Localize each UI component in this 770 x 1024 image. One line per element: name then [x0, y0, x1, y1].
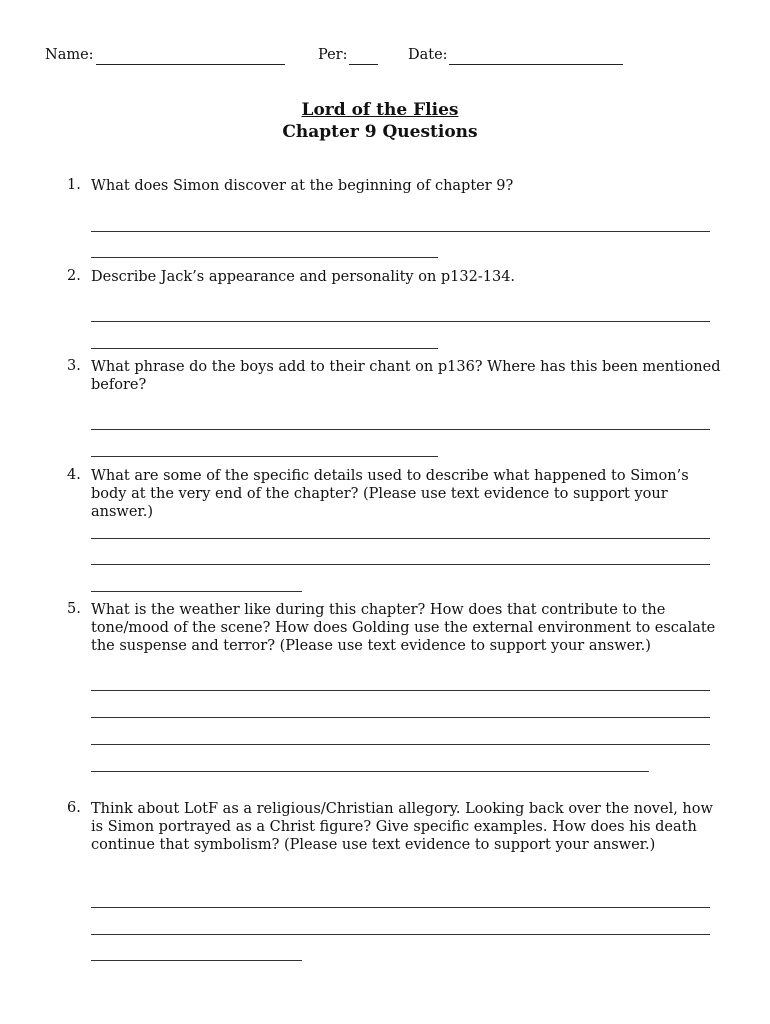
name-label: Name: [45, 47, 94, 63]
name-blank[interactable] [96, 64, 285, 65]
answer-line[interactable] [91, 257, 438, 258]
answer-line[interactable] [91, 771, 649, 772]
question-text: Think about LotF as a religious/Christian allegory. Looking back over the novel, how is Simon portrayed as a Christ figure? Give specific examples. How does his death continue that symbolism? (Please use text evidence to support your answer.) [91, 801, 713, 854]
answer-line[interactable] [91, 934, 710, 935]
answer-line[interactable] [91, 321, 710, 322]
per-blank[interactable] [349, 64, 378, 65]
answer-line[interactable] [91, 429, 710, 430]
answer-line[interactable] [91, 907, 710, 908]
answer-line[interactable] [91, 690, 710, 691]
answer-line[interactable] [91, 960, 302, 961]
chapter-title: Chapter 9 Questions [282, 122, 478, 142]
answer-line[interactable] [91, 564, 710, 565]
answer-line[interactable] [91, 717, 710, 718]
question-number: 2. [67, 268, 81, 284]
question-text: What does Simon discover at the beginning of chapter 9? [91, 178, 514, 194]
answer-line[interactable] [91, 538, 710, 539]
answer-line[interactable] [91, 591, 302, 592]
question-number: 4. [67, 467, 81, 483]
question-number: 3. [67, 358, 81, 374]
question-text: What is the weather like during this chapter? How does that contribute to the tone/mood of the scene? How does Golding use the external environment to escalate the suspense and terror? (Please use text evidence to support your answer.) [91, 602, 716, 655]
book-title: Lord of the Flies [301, 100, 459, 120]
answer-line[interactable] [91, 231, 710, 232]
date-blank[interactable] [449, 64, 623, 65]
question-number: 6. [67, 800, 81, 816]
question-text: What phrase do the boys add to their chant on p136? Where has this been mentioned before? [91, 359, 721, 394]
question-text: Describe Jack’s appearance and personality on p132-134. [91, 269, 516, 285]
answer-line[interactable] [91, 744, 710, 745]
question-number: 1. [67, 177, 81, 193]
answer-line[interactable] [91, 456, 438, 457]
per-label: Per: [318, 47, 348, 63]
question-text: What are some of the specific details used to describe what happened to Simon’s body at the very end of the chapter? (Please use text evidence to support your answer.) [91, 468, 689, 521]
answer-line[interactable] [91, 348, 438, 349]
date-label: Date: [408, 47, 448, 63]
question-number: 5. [67, 601, 81, 617]
